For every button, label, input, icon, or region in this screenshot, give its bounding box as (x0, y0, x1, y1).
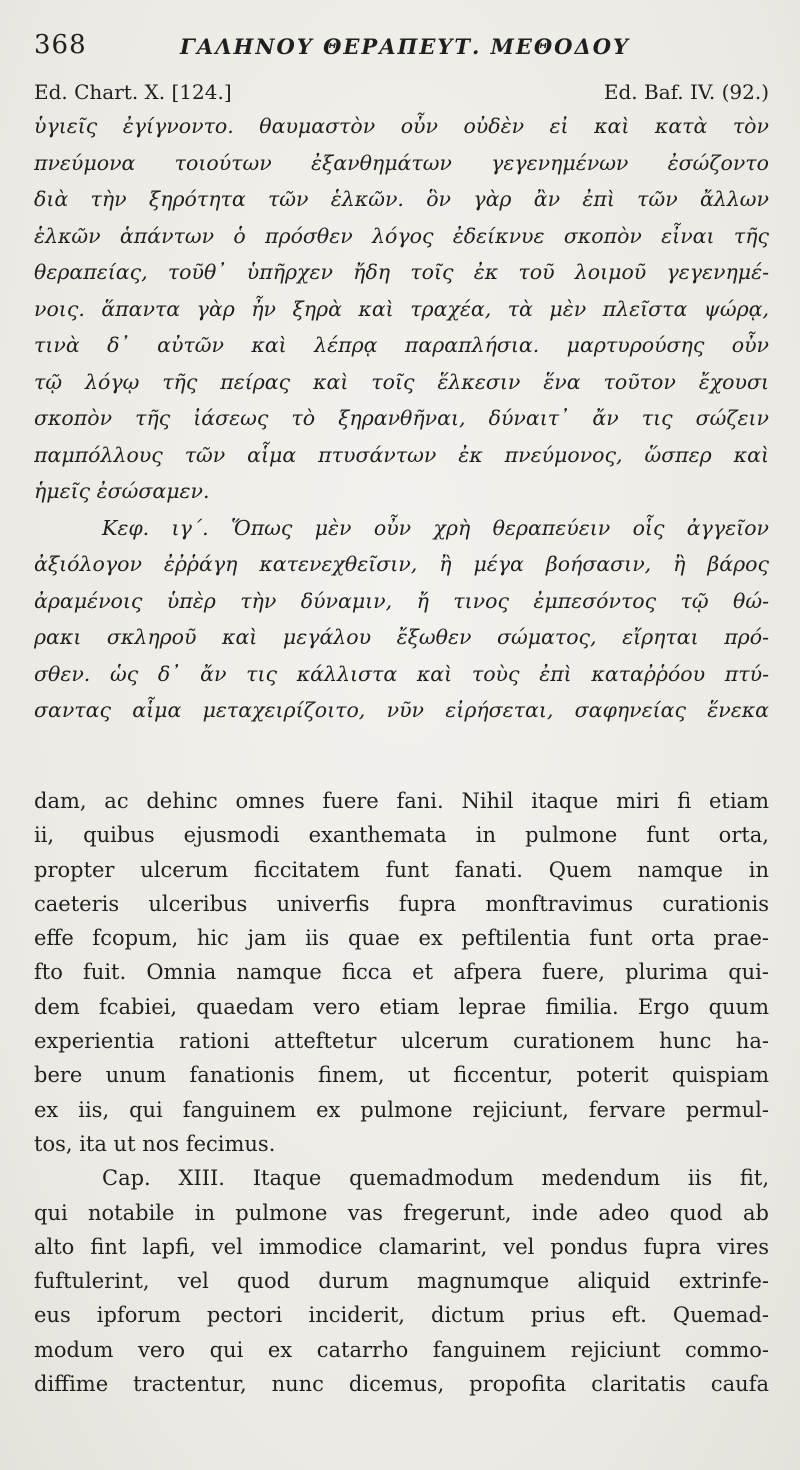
greek-chapter-heading-line: Κεφ. ιγ΄. Ὅπως μὲν οὖν χρὴ θεραπεύειν οἷς ἀγγεῖον (102, 515, 769, 540)
greek-line: σαντας αἷμα μεταχειρίζοιτο, νῦν εἰρήσεται, σαφηνείας ἕνεκα (34, 698, 769, 722)
latin-line: dam, ac dehinc omnes fuere fani. Nihil itaque miri fi etiam (34, 789, 769, 813)
edition-reference-chartier: Ed. Chart. X. [124.] (34, 80, 232, 104)
latin-line: caeteris ulceribus univerfis fupra monftravimus curationis (34, 891, 769, 916)
latin-line: bere unum fanationis finem, ut ficcentur, poterit quispiam (34, 1063, 769, 1088)
greek-line: σκοπὸν τῆς ἰάσεως τὸ ξηρανθῆναι, δύναιτ᾽ ἄν τις σώζειν (34, 406, 769, 430)
latin-line: ii, quibus ejusmodi exanthemata in pulmone funt orta, (34, 823, 769, 848)
greek-text-block (34, 108, 769, 729)
edition-references (34, 80, 769, 108)
greek-line: ὑγιεῖς ἐγίγνοντο. θαυμαστὸν οὖν οὐδὲν εἰ καὶ κατὰ τὸν (34, 114, 769, 138)
latin-line: ex iis, qui fanguinem ex pulmone rejiciunt, fervare permul- (34, 1097, 769, 1122)
greek-line: τινὰ δ᾽ αὐτῶν καὶ λέπρᾳ παραπλήσια. μαρτυρούσης οὖν (34, 333, 769, 357)
greek-line: ρακι σκληροῦ καὶ μεγάλου ἔξωθεν σώματος, εἴρηται πρό- (34, 625, 769, 649)
greek-line: σθεν. ὡς δ᾽ ἄν τις κάλλιστα καὶ τοὺς ἐπὶ καταῤῥόου πτύ- (34, 661, 769, 686)
greek-line: τῷ λόγῳ τῆς πείρας καὶ τοῖς ἕλκεσιν ἕνα τοῦτον ἔχουσι (34, 369, 769, 394)
greek-line: διὰ τὴν ξηρότητα τῶν ἑλκῶν. ὃν γὰρ ἂν ἐπὶ τῶν ἄλλων (34, 187, 769, 211)
running-title: ΓΑΛΗΝΟΥ ΘΕΡΑΠΕΥΤ. ΜΕΘΟΔΟΥ (180, 34, 631, 59)
greek-line: ἑλκῶν ἁπάντων ὁ πρόσθεν λόγος ἐδείκνυε σκοπὸν εἶναι τῆς (34, 223, 769, 248)
latin-line: fto fuit. Omnia namque ficca et afpera fuere, plurima qui- (34, 960, 769, 985)
latin-line: fuftulerint, vel quod durum magnumque aliquid extrinfe- (34, 1269, 769, 1294)
greek-line: πνεύμονα τοιούτων ἐξανθημάτων γεγενημένων ἐσώζοντο (34, 150, 769, 175)
latin-line: propter ulcerum ficcitatem funt fanati. Quem namque in (34, 857, 769, 882)
greek-line: θεραπείας, τοῦθ᾽ ὑπῆρχεν ἤδη τοῖς ἐκ τοῦ λοιμοῦ γεγενημέ- (34, 260, 769, 284)
greek-line: ἀραμένοις ὑπὲρ τὴν δύναμιν, ἤ τινος ἐμπεσόντος τῷ θώ- (34, 588, 769, 613)
page-header (34, 30, 774, 70)
greek-line: νοις. ἅπαντα γὰρ ἦν ξηρὰ καὶ τραχέα, τὰ μὲν πλεῖστα ψώρᾳ, (34, 296, 769, 321)
latin-text-block (34, 784, 769, 1401)
latin-line: eus ipforum pectori inciderit, dictum prius eft. Quemad- (34, 1303, 769, 1328)
latin-chapter-heading-line: Cap. XIII. Itaque quemadmodum medendum iis fit, (102, 1166, 769, 1191)
greek-line: ἡμεῖς ἐσώσαμεν. (34, 479, 210, 503)
latin-line: experientia rationi atteftetur ulcerum curationem hunc ha- (34, 1029, 769, 1054)
latin-line: alto fint lapfi, vel immodice clamarint, vel pondus fupra vires (34, 1234, 769, 1259)
latin-line: diffime tractentur, nunc dicemus, propofita claritatis caufa (34, 1372, 769, 1397)
latin-line: dem fcabiei, quaedam vero etiam leprae fimilia. Ergo quum (34, 994, 769, 1019)
edition-reference-basel: Ed. Baf. IV. (92.) (603, 80, 769, 104)
latin-line: tos, ita ut nos fecimus. (34, 1131, 276, 1156)
latin-line: qui notabile in pulmone vas fregerunt, inde adeo quod ab (34, 1200, 769, 1225)
greek-line: ἀξιόλογον ἐῤῥάγη κατενεχθεῖσιν, ἢ μέγα βοήσασιν, ἢ βάρος (34, 552, 769, 576)
page-number: 368 (34, 30, 87, 60)
latin-line: effe fcopum, hic jam iis quae ex peftilentia funt orta prae- (34, 926, 769, 951)
greek-line: παμπόλλους τῶν αἷμα πτυσάντων ἐκ πνεύμονος, ὥσπερ καὶ (34, 442, 769, 467)
latin-line: modum vero qui ex catarrho fanguinem rejiciunt commo- (34, 1337, 769, 1362)
